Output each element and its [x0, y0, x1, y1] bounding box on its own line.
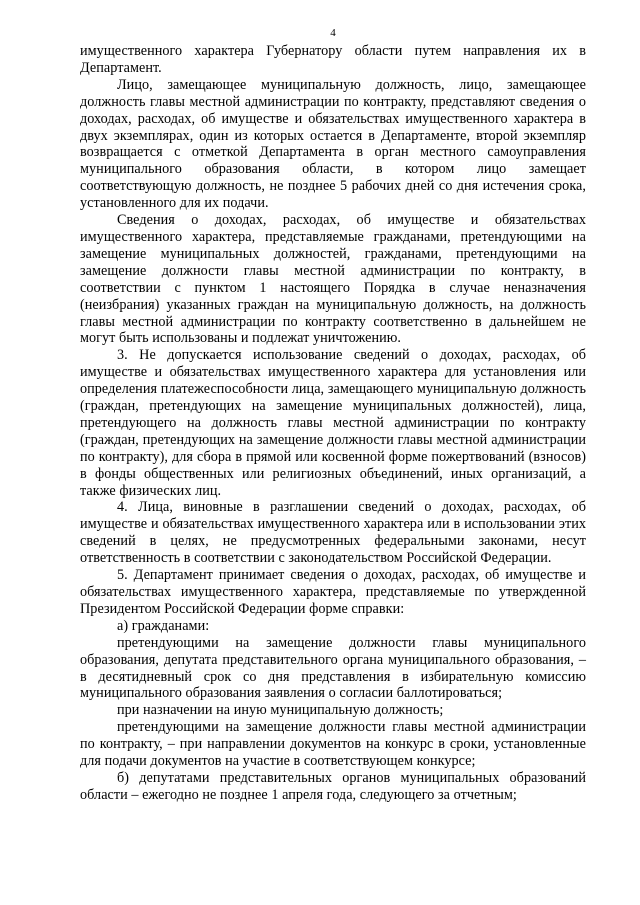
paragraph-subitem-a: а) гражданами:	[117, 617, 210, 634]
paragraph-item-4: 4. Лица, виновные в разглашении сведений о доходах, расходах, об имуществе и обязательствах имущественного характера или в использовании этих сведений в целях, не предусмотренных федеральными законами, несут ответственность в соответствии с законодательством Российской Федерации.	[80, 499, 586, 567]
paragraph-continuation: имущественного характера Губернатору области путем направления их в Департамент.	[80, 43, 586, 76]
paragraph-other-appointment: при назначении на иную муниципальную должность;	[117, 702, 444, 719]
paragraph-candidates-head: претендующими на замещение должности главы муниципального образования, депутата представительного органа муниципального образования, – в десятидневный срок со дня представления в избирательную комиссию муниципального образования заявления о согласии баллотироваться;	[80, 634, 586, 702]
paragraph-item-5: 5. Департамент принимает сведения о доходах, расходах, об имуществе и обязательствах имущественного характера, представляемые по утвержденной Президентом Российской Федерации форме справки:	[80, 567, 586, 617]
paragraph-item-3: 3. Не допускается использование сведений о доходах, расходах, об имуществе и обязательствах имущественного характера для установления или определения платежеспособности лица, замещающего муниципальную должность (граждан, претендующих на замещение муниципальных должностей), лица, претендующего на должность главы местной администрации по контракту (граждан, претендующих на замещение должности главы местной администрации по контракту), для сбора в прямой или косвенной форме пожертвований (взносов) в фонды общественных или религиозных объединений, иных организаций, а также физических лиц.	[80, 347, 586, 499]
page-number: 4	[330, 27, 336, 39]
paragraph-submission-copies: Лицо, замещающее муниципальную должность, лицо, замещающее должность главы местной администрации по контракту, представляют сведения о доходах, расходах, об имуществе и обязательствах имущественного характера в двух экземплярах, один из которых остается в Департаменте, второй экземпляр возвращается с отметкой Департамента в орган местного самоуправления муниципального образования области, в котором лицо замещает соответствующую должность, не позднее 5 рабочих дней со дня истечения срока, установленного для их подачи.	[80, 76, 586, 212]
paragraph-contract-candidates: претендующими на замещение должности главы местной администрации по контракту, – при направлении документов на конкурс в сроки, установленные для подачи документов на участие в соответствующем конкурсе;	[80, 719, 586, 770]
paragraph-subitem-b: б) депутатами представительных органов муниципальных образований области – ежегодно не позднее 1 апреля года, следующего за отчетным;	[80, 769, 586, 803]
paragraph-destruction: Сведения о доходах, расходах, об имуществе и обязательствах имущественного характера, представляемые гражданами, претендующими на замещение муниципальных должностей, гражданами, претендующими на замещение должности главы местной администрации по контракту, в соответствии с пунктом 1 настоящего Порядка в случае неназначения (неизбрания) указанных граждан на муниципальную должность, на должность главы местной администрации по контракту соответственно в дальнейшем не могут быть использованы и подлежат уничтожению.	[80, 212, 586, 347]
